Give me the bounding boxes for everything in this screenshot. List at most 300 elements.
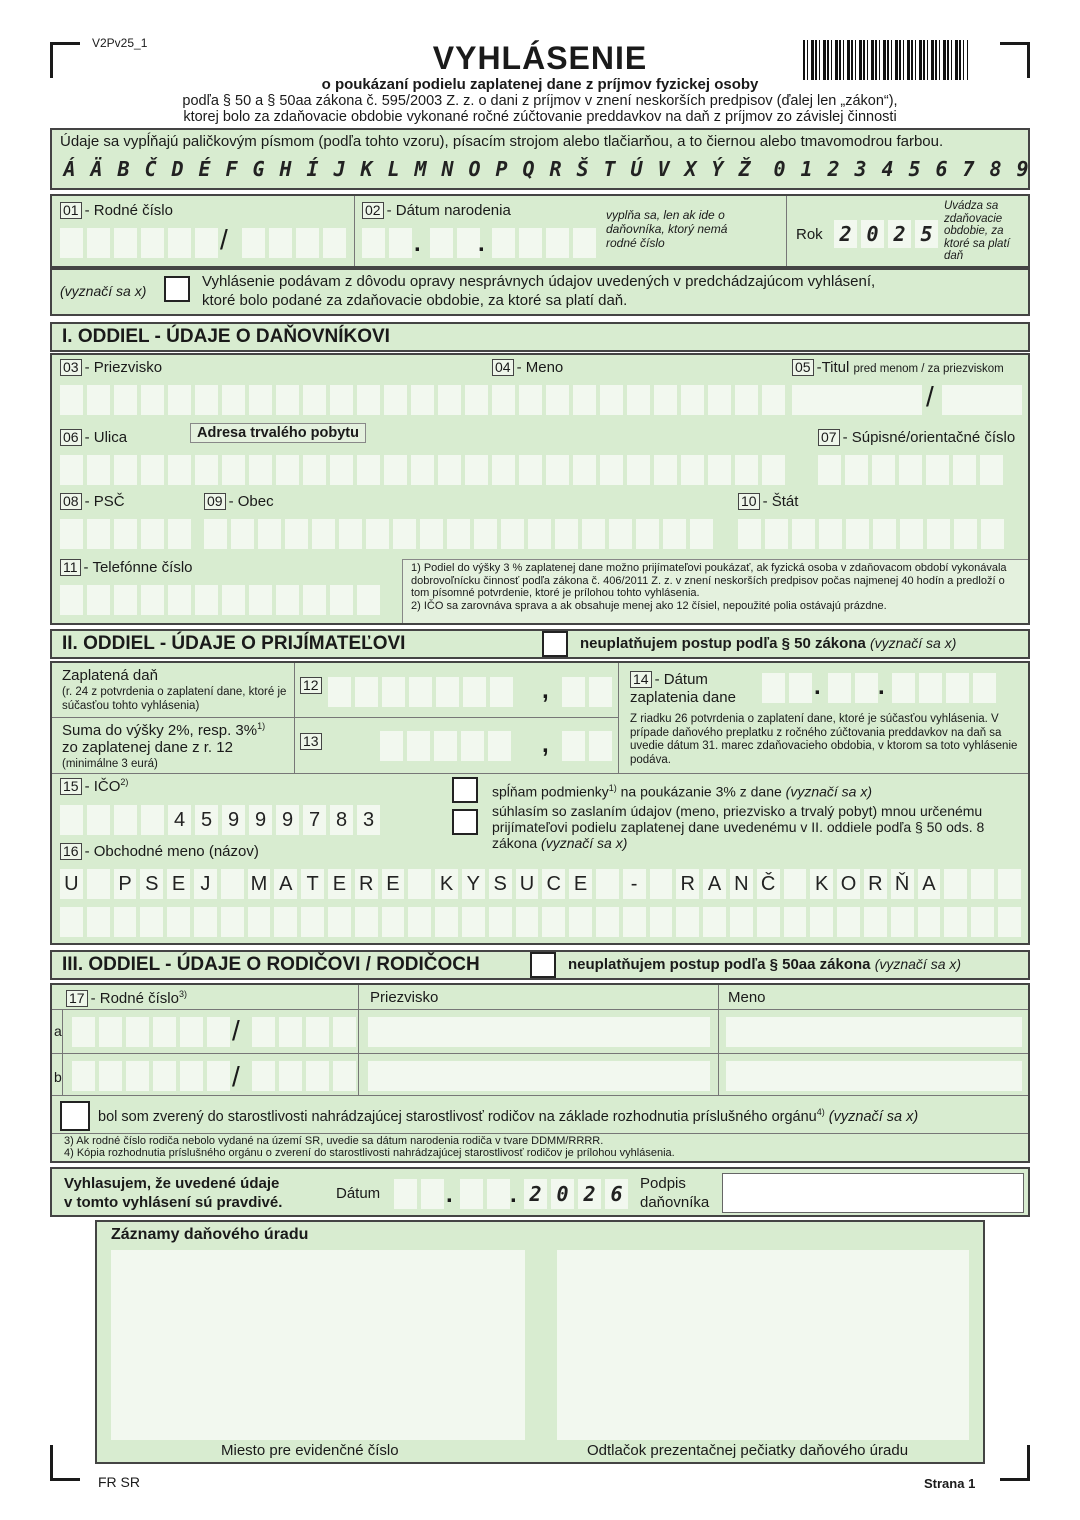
input-cell[interactable]: R [355, 869, 378, 899]
input-cell[interactable] [676, 907, 699, 937]
input-cell[interactable]: 4 [168, 805, 191, 835]
input-cell[interactable] [141, 519, 164, 549]
input-cell[interactable] [60, 585, 83, 615]
input-cell[interactable] [357, 585, 380, 615]
input-cell[interactable] [87, 585, 110, 615]
input-cell[interactable] [627, 455, 650, 485]
input-cell[interactable] [690, 519, 713, 549]
parent-b-birth-number-cells[interactable] [72, 1061, 230, 1091]
parent-a-birth-number-cells[interactable] [72, 1017, 230, 1047]
input-cell[interactable] [333, 1017, 356, 1047]
parent-a-name-field[interactable] [726, 1017, 1022, 1047]
input-cell[interactable] [222, 455, 245, 485]
input-cell[interactable] [708, 385, 731, 415]
input-cell[interactable] [303, 455, 326, 485]
sum-cents-cells[interactable] [562, 731, 612, 761]
input-cell[interactable] [919, 673, 942, 703]
input-cell[interactable] [762, 673, 785, 703]
input-cell[interactable] [168, 455, 191, 485]
input-cell[interactable] [339, 519, 362, 549]
input-cell[interactable] [60, 907, 83, 937]
zip-cells[interactable] [60, 519, 191, 549]
input-cell[interactable] [141, 585, 164, 615]
signature-field[interactable] [722, 1173, 1024, 1213]
input-cell[interactable] [463, 677, 486, 707]
input-cell[interactable] [274, 907, 297, 937]
input-cell[interactable]: K [435, 869, 458, 899]
input-cell[interactable] [195, 455, 218, 485]
parent-b-name-field[interactable] [726, 1061, 1022, 1091]
input-cell[interactable] [609, 519, 632, 549]
input-cell[interactable] [573, 385, 596, 415]
input-cell[interactable] [249, 585, 272, 615]
input-cell[interactable]: M [248, 869, 271, 899]
input-cell[interactable]: U [60, 869, 83, 899]
input-cell[interactable] [204, 519, 227, 549]
input-cell[interactable] [703, 907, 726, 937]
input-cell[interactable] [355, 907, 378, 937]
parent-b-surname-field[interactable] [368, 1061, 710, 1091]
input-cell[interactable] [207, 1017, 230, 1047]
input-cell[interactable]: E [382, 869, 405, 899]
input-cell[interactable] [114, 585, 137, 615]
input-cell[interactable] [248, 907, 271, 937]
input-cell[interactable] [249, 455, 272, 485]
input-cell[interactable] [918, 907, 941, 937]
input-cell[interactable] [569, 907, 592, 937]
input-cell[interactable]: Č [757, 869, 780, 899]
sign-date-day-cells[interactable] [394, 1179, 444, 1209]
input-cell[interactable] [357, 455, 380, 485]
input-cell[interactable] [249, 385, 272, 415]
section-2-optout-checkbox[interactable] [542, 631, 568, 657]
input-cell[interactable]: 2 [578, 1179, 601, 1209]
input-cell[interactable]: 8 [330, 805, 353, 835]
input-cell[interactable] [222, 385, 245, 415]
input-cell[interactable] [195, 385, 218, 415]
input-cell[interactable] [436, 677, 459, 707]
input-cell[interactable] [87, 455, 110, 485]
birth-number-cells[interactable] [60, 228, 218, 258]
sum-label-2: zo zaplatenej dane z r. 12 [62, 739, 233, 756]
input-cell[interactable] [818, 455, 841, 485]
input-cell[interactable] [819, 519, 842, 549]
birth-date-year-cells[interactable] [492, 228, 596, 258]
input-cell[interactable]: 2 [888, 220, 911, 248]
input-cell[interactable] [87, 907, 110, 937]
input-cell[interactable]: - [623, 869, 646, 899]
input-cell[interactable] [382, 677, 405, 707]
input-cell[interactable] [180, 1061, 203, 1091]
input-cell[interactable] [114, 455, 137, 485]
input-cell[interactable] [276, 585, 299, 615]
input-cell[interactable] [141, 455, 164, 485]
input-cell[interactable] [654, 385, 677, 415]
input-cell[interactable] [408, 907, 431, 937]
input-cell[interactable] [114, 907, 137, 937]
house-number-cells[interactable] [818, 455, 1003, 485]
input-cell[interactable] [492, 385, 515, 415]
input-cell[interactable]: E [328, 869, 351, 899]
input-cell[interactable] [681, 455, 704, 485]
input-cell[interactable] [60, 385, 83, 415]
input-cell[interactable]: U [516, 869, 539, 899]
input-cell[interactable] [837, 907, 860, 937]
input-cell[interactable] [420, 519, 443, 549]
parent-b-birth-suffix-cells[interactable] [252, 1061, 356, 1091]
input-cell[interactable] [180, 1017, 203, 1047]
input-cell[interactable] [757, 907, 780, 937]
input-cell[interactable] [516, 907, 539, 937]
input-cell[interactable] [596, 869, 619, 899]
input-cell[interactable]: 0 [551, 1179, 574, 1209]
input-cell[interactable] [864, 907, 887, 937]
input-cell[interactable]: O [837, 869, 860, 899]
business-name-row-1[interactable] [60, 869, 1021, 899]
input-cell[interactable] [998, 869, 1021, 899]
tax-year-cells[interactable] [834, 220, 938, 248]
input-cell[interactable] [465, 385, 488, 415]
input-cell[interactable] [60, 519, 83, 549]
input-cell[interactable] [487, 1179, 510, 1209]
name-cells[interactable] [492, 385, 785, 415]
input-cell[interactable] [168, 385, 191, 415]
input-cell[interactable] [87, 519, 110, 549]
input-cell[interactable] [589, 677, 612, 707]
conditions-checkbox[interactable] [452, 777, 478, 803]
input-cell[interactable] [221, 907, 244, 937]
input-cell[interactable] [762, 385, 785, 415]
input-cell[interactable] [738, 519, 761, 549]
input-cell[interactable]: A [918, 869, 941, 899]
input-cell[interactable] [382, 907, 405, 937]
input-cell[interactable] [573, 455, 596, 485]
input-cell[interactable] [87, 805, 110, 835]
input-cell[interactable] [784, 869, 807, 899]
input-cell[interactable] [542, 907, 565, 937]
input-cell[interactable] [114, 805, 137, 835]
input-cell[interactable] [944, 869, 967, 899]
input-cell[interactable] [380, 731, 403, 761]
input-cell[interactable] [411, 385, 434, 415]
input-cell[interactable] [99, 1017, 122, 1047]
input-cell[interactable] [460, 1179, 483, 1209]
input-cell[interactable] [596, 907, 619, 937]
title-before-field[interactable] [792, 385, 922, 415]
input-cell[interactable] [973, 673, 996, 703]
input-cell[interactable] [735, 385, 758, 415]
input-cell[interactable] [730, 907, 753, 937]
input-cell[interactable] [810, 907, 833, 937]
input-cell[interactable] [357, 385, 380, 415]
input-cell[interactable]: 2 [834, 220, 857, 248]
input-cell[interactable] [114, 385, 137, 415]
input-cell[interactable]: 5 [195, 805, 218, 835]
input-cell[interactable] [333, 1061, 356, 1091]
input-cell[interactable]: R [676, 869, 699, 899]
input-cell[interactable] [126, 1017, 149, 1047]
input-cell[interactable]: Ň [891, 869, 914, 899]
input-cell[interactable] [355, 677, 378, 707]
input-cell[interactable] [546, 385, 569, 415]
input-cell[interactable] [636, 519, 659, 549]
sample-glyph: 7 [962, 157, 975, 181]
input-cell[interactable]: S [140, 869, 163, 899]
input-cell[interactable] [981, 519, 1004, 549]
input-cell[interactable] [681, 385, 704, 415]
birth-date-month-cells[interactable] [430, 228, 480, 258]
input-cell[interactable] [72, 1061, 95, 1091]
input-cell[interactable] [87, 869, 110, 899]
input-cell[interactable] [328, 907, 351, 937]
input-cell[interactable] [407, 731, 430, 761]
guardian-checkbox[interactable] [60, 1101, 90, 1131]
birth-number-suffix-cells[interactable] [242, 228, 346, 258]
input-cell[interactable]: P [114, 869, 137, 899]
input-cell[interactable] [366, 519, 389, 549]
input-cell[interactable] [330, 585, 353, 615]
input-cell[interactable] [784, 907, 807, 937]
input-cell[interactable] [276, 385, 299, 415]
input-cell[interactable] [762, 455, 785, 485]
input-cell[interactable] [408, 869, 431, 899]
input-cell[interactable] [971, 869, 994, 899]
input-cell[interactable] [461, 731, 484, 761]
input-cell[interactable] [462, 907, 485, 937]
input-cell[interactable] [828, 673, 851, 703]
input-cell[interactable] [872, 455, 895, 485]
input-cell[interactable]: 9 [249, 805, 272, 835]
correction-checkbox[interactable] [164, 276, 190, 302]
input-cell[interactable]: T [301, 869, 324, 899]
input-cell[interactable] [60, 455, 83, 485]
input-cell[interactable] [546, 455, 569, 485]
input-cell[interactable] [330, 385, 353, 415]
input-cell[interactable] [153, 1061, 176, 1091]
input-cell[interactable] [971, 907, 994, 937]
input-cell[interactable] [306, 1061, 329, 1091]
input-cell[interactable] [946, 673, 969, 703]
input-cell[interactable] [954, 519, 977, 549]
field-number: 13 [300, 733, 322, 750]
input-cell[interactable] [600, 385, 623, 415]
input-cell[interactable]: 6 [605, 1179, 628, 1209]
input-cell[interactable] [141, 805, 164, 835]
input-cell[interactable] [330, 455, 353, 485]
input-cell[interactable] [926, 455, 949, 485]
sample-glyph: V [657, 157, 670, 181]
input-cell[interactable] [99, 1061, 122, 1091]
input-cell[interactable] [623, 907, 646, 937]
input-cell[interactable] [447, 519, 470, 549]
input-cell[interactable] [927, 519, 950, 549]
input-cell[interactable]: 2 [524, 1179, 547, 1209]
tax-paid-cents-cells[interactable] [562, 677, 612, 707]
input-cell[interactable] [303, 585, 326, 615]
input-cell[interactable] [845, 455, 868, 485]
input-cell[interactable]: R [864, 869, 887, 899]
pay-date-label: - Dátum [654, 671, 708, 688]
section-3-optout-checkbox[interactable] [530, 952, 556, 978]
consent-checkbox[interactable] [452, 809, 478, 835]
birth-date-day-cells[interactable] [362, 228, 412, 258]
input-cell[interactable] [519, 385, 542, 415]
input-cell[interactable] [627, 385, 650, 415]
input-cell[interactable] [301, 907, 324, 937]
input-cell[interactable] [435, 907, 458, 937]
input-cell[interactable]: 5 [915, 220, 938, 248]
input-cell[interactable] [276, 455, 299, 485]
parent-a-birth-suffix-cells[interactable] [252, 1017, 356, 1047]
parent-a-surname-field[interactable] [368, 1017, 710, 1047]
input-cell[interactable] [589, 731, 612, 761]
street-cells[interactable] [60, 455, 785, 485]
input-cell[interactable]: 0 [861, 220, 884, 248]
input-cell[interactable] [421, 1179, 444, 1209]
input-cell[interactable]: S [489, 869, 512, 899]
input-cell[interactable]: A [274, 869, 297, 899]
input-cell[interactable] [194, 907, 217, 937]
input-cell[interactable] [846, 519, 869, 549]
input-cell[interactable] [140, 907, 163, 937]
input-cell[interactable] [490, 677, 513, 707]
business-name-row-2[interactable] [60, 907, 1021, 937]
sign-date-month-cells[interactable] [460, 1179, 510, 1209]
input-cell[interactable] [312, 519, 335, 549]
input-cell[interactable] [980, 455, 1003, 485]
input-cell[interactable]: E [569, 869, 592, 899]
input-cell[interactable]: N [730, 869, 753, 899]
sample-glyph: 1 [800, 157, 813, 181]
input-cell[interactable]: 9 [222, 805, 245, 835]
input-cell[interactable] [231, 519, 254, 549]
input-cell[interactable] [409, 677, 432, 707]
input-cell[interactable] [222, 585, 245, 615]
input-cell[interactable] [434, 731, 457, 761]
sign-date-year-cells[interactable] [524, 1179, 628, 1209]
input-cell[interactable] [650, 869, 673, 899]
surname-cells[interactable] [60, 385, 488, 415]
input-cell[interactable] [488, 731, 511, 761]
input-cell[interactable] [582, 519, 605, 549]
input-cell[interactable] [789, 673, 812, 703]
input-cell[interactable] [72, 1017, 95, 1047]
ico-cells[interactable] [60, 805, 380, 835]
input-cell[interactable] [279, 1061, 302, 1091]
input-cell[interactable] [465, 455, 488, 485]
input-cell[interactable] [126, 1061, 149, 1091]
tax-paid-cells[interactable] [328, 677, 513, 707]
input-cell[interactable] [650, 907, 673, 937]
sample-glyph: Ä [90, 157, 103, 181]
input-cell[interactable] [998, 907, 1021, 937]
pay-date-day-cells[interactable] [762, 673, 812, 703]
input-cell[interactable] [411, 455, 434, 485]
input-cell[interactable] [438, 455, 461, 485]
input-cell[interactable] [562, 731, 585, 761]
input-cell[interactable] [328, 677, 351, 707]
input-cell[interactable] [60, 805, 83, 835]
input-cell[interactable] [489, 907, 512, 937]
input-cell[interactable] [892, 673, 915, 703]
input-cell[interactable] [285, 519, 308, 549]
pay-date-month-cells[interactable] [828, 673, 878, 703]
input-cell[interactable] [195, 585, 218, 615]
input-cell[interactable] [141, 385, 164, 415]
input-cell[interactable] [891, 907, 914, 937]
input-cell[interactable]: K [810, 869, 833, 899]
input-cell[interactable]: 9 [276, 805, 299, 835]
sum-cells[interactable] [380, 731, 511, 761]
input-cell[interactable] [899, 455, 922, 485]
input-cell[interactable] [252, 1017, 275, 1047]
input-cell[interactable] [168, 519, 191, 549]
input-cell[interactable] [519, 455, 542, 485]
input-cell[interactable] [279, 1017, 302, 1047]
input-cell[interactable]: J [194, 869, 217, 899]
input-cell[interactable] [501, 519, 524, 549]
input-cell[interactable] [708, 455, 731, 485]
input-cell[interactable] [528, 519, 551, 549]
input-cell[interactable] [900, 519, 923, 549]
input-cell[interactable]: C [542, 869, 565, 899]
input-cell[interactable] [663, 519, 686, 549]
input-cell[interactable] [562, 677, 585, 707]
input-cell[interactable] [953, 455, 976, 485]
input-cell[interactable] [207, 1061, 230, 1091]
input-cell[interactable] [393, 519, 416, 549]
input-cell[interactable] [168, 585, 191, 615]
input-cell[interactable] [765, 519, 788, 549]
input-cell[interactable]: 7 [303, 805, 326, 835]
title-after-field[interactable] [942, 385, 1022, 415]
input-cell[interactable] [87, 385, 110, 415]
birth-date-label: - Dátum narodenia [386, 202, 511, 219]
input-cell[interactable] [492, 455, 515, 485]
input-cell[interactable] [735, 455, 758, 485]
input-cell[interactable]: Y [462, 869, 485, 899]
input-cell[interactable] [114, 519, 137, 549]
input-cell[interactable] [258, 519, 281, 549]
input-cell[interactable]: 3 [357, 805, 380, 835]
phone-cells[interactable] [60, 585, 380, 615]
input-cell[interactable] [873, 519, 896, 549]
input-cell[interactable]: A [703, 869, 726, 899]
pay-date-year-cells[interactable] [892, 673, 996, 703]
input-cell[interactable] [153, 1017, 176, 1047]
input-cell[interactable] [855, 673, 878, 703]
input-cell[interactable] [600, 455, 623, 485]
input-cell[interactable]: E [167, 869, 190, 899]
city-cells[interactable] [204, 519, 713, 549]
input-cell[interactable] [944, 907, 967, 937]
input-cell[interactable] [792, 519, 815, 549]
input-cell[interactable] [306, 1017, 329, 1047]
input-cell[interactable] [394, 1179, 417, 1209]
input-cell[interactable] [438, 385, 461, 415]
input-cell[interactable] [384, 385, 407, 415]
input-cell[interactable] [252, 1061, 275, 1091]
country-cells[interactable] [738, 519, 1004, 549]
date-label: Dátum [336, 1185, 381, 1202]
input-cell[interactable] [303, 385, 326, 415]
input-cell[interactable] [221, 869, 244, 899]
input-cell[interactable] [654, 455, 677, 485]
input-cell[interactable] [474, 519, 497, 549]
input-cell[interactable] [555, 519, 578, 549]
input-cell[interactable] [384, 455, 407, 485]
input-cell[interactable] [167, 907, 190, 937]
